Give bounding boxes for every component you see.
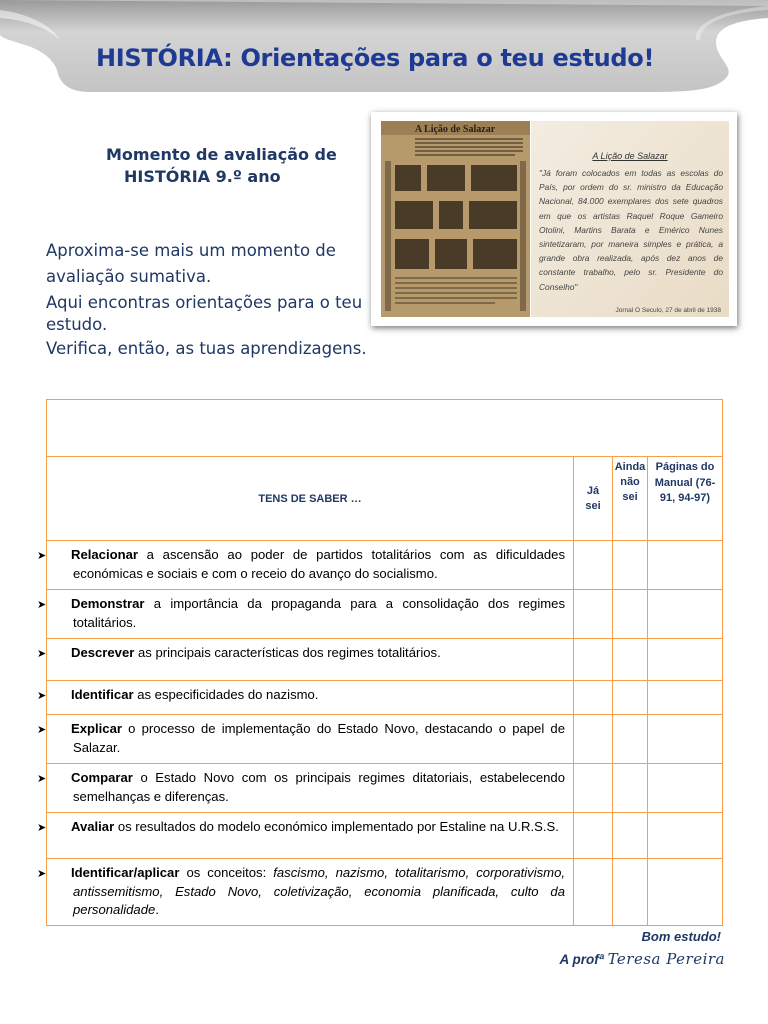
- ja-sei-checkbox-cell[interactable]: [574, 715, 613, 764]
- arrow-bullet-icon: ➤: [37, 868, 47, 880]
- learning-objective-cell: [37, 764, 574, 813]
- table-row: [47, 541, 723, 590]
- paginas-cell: [648, 813, 723, 859]
- header-tens-de-saber: TENS DE SABER …: [47, 457, 574, 541]
- paginas-cell: [648, 639, 723, 681]
- paginas-cell: [648, 590, 723, 639]
- paginas-cell: [648, 715, 723, 764]
- objective-text: as principais características dos regimes totalitários.: [134, 645, 441, 660]
- quote-text: "Já foram colocados em todas as escolas do País, por ordem do sr. ministro da Educação Nacional, 84.000 exemplares dos sete quadros em que os artistas Raquel Roque Gameiro Otolini, Martins Barata e Emérico Nunes sintetizaram, por maneira simples e prática, a grande obra realizada, após dez anos de constante trabalho, pelo sr. Presidente do Conselho": [539, 168, 723, 292]
- arrow-bullet-icon: ➤: [37, 690, 47, 702]
- subtitle-line-2: HISTÓRIA 9.º ano: [124, 167, 281, 186]
- concepts-end: .: [155, 902, 159, 917]
- objective-verb: Descrever: [71, 645, 135, 660]
- objective-text: as especificidades do nazismo.: [133, 687, 319, 702]
- ja-sei-checkbox-cell[interactable]: [574, 813, 613, 859]
- table-row: [47, 590, 723, 639]
- objective-verb: Avaliar: [71, 819, 115, 834]
- newspaper-clipping: [381, 121, 530, 317]
- ainda-nao-sei-checkbox-cell[interactable]: [613, 764, 648, 813]
- arrow-bullet-icon: ➤: [37, 724, 47, 736]
- objective-text: os conceitos:: [179, 865, 274, 880]
- intro-line-2: Aqui encontras orientações para o teu estudo.: [46, 293, 363, 334]
- objective-verb: Demonstrar: [71, 596, 145, 611]
- objective-text: o Estado Novo com os principais regimes ditatoriais, estabelecendo semelhanças e diferenças.: [73, 770, 565, 804]
- newspaper-image: [371, 112, 737, 326]
- learning-objective-cell: [37, 715, 574, 764]
- objective-verb: Relacionar: [71, 547, 138, 562]
- objective-text: a ascensão ao poder de partidos totalitários com as dificuldades económicas e sociais e com o receio do avanço do socialismo.: [73, 547, 565, 581]
- teacher-name: Teresa Pereira: [607, 950, 725, 968]
- objective-verb: Explicar: [71, 721, 122, 736]
- ja-sei-checkbox-cell[interactable]: [574, 639, 613, 681]
- ja-sei-checkbox-cell[interactable]: [574, 764, 613, 813]
- learning-objective-cell: [37, 859, 574, 926]
- ainda-nao-sei-checkbox-cell[interactable]: [613, 639, 648, 681]
- quote-card-title: A Lição de Salazar: [592, 151, 668, 161]
- paginas-cell: [648, 541, 723, 590]
- header-ainda-nao-sei: Ainda não sei: [613, 457, 648, 541]
- arrow-bullet-icon: ➤: [37, 773, 47, 785]
- assessment-subtitle: [106, 144, 337, 188]
- paginas-cell: [648, 859, 723, 926]
- paginas-cell: [648, 681, 723, 715]
- quote-source: Jornal O Seculo, 27 de abril de 1938: [615, 307, 721, 314]
- ainda-nao-sei-checkbox-cell[interactable]: [613, 859, 648, 926]
- objective-verb: Identificar/aplicar: [71, 865, 180, 880]
- table-header-row: [47, 457, 723, 541]
- objective-verb: Comparar: [71, 770, 133, 785]
- prof-prefix: A profª: [559, 952, 604, 967]
- intro-line-3: Verifica, então, as tuas aprendizagens.: [46, 339, 367, 358]
- ja-sei-checkbox-cell[interactable]: [574, 859, 613, 926]
- ainda-nao-sei-checkbox-cell[interactable]: [613, 715, 648, 764]
- subtitle-line-1: Momento de avaliação de: [106, 145, 337, 164]
- arrow-bullet-icon: ➤: [37, 822, 47, 834]
- learning-objective-cell: [37, 590, 574, 639]
- arrow-bullet-icon: ➤: [37, 648, 47, 660]
- bom-estudo-text: Bom estudo!: [641, 929, 721, 944]
- ja-sei-checkbox-cell[interactable]: [574, 681, 613, 715]
- arrow-bullet-icon: ➤: [37, 550, 47, 562]
- objective-verb: Identificar: [71, 687, 134, 702]
- quote-card: [531, 121, 729, 317]
- table-row: [47, 639, 723, 681]
- ja-sei-checkbox-cell[interactable]: [574, 590, 613, 639]
- concepts-list: fascismo, nazismo, totalitarismo, corporativismo, antissemitismo, Estado Novo, coletivização, economia planificada, culto da personalidade: [73, 865, 565, 917]
- paginas-cell: [648, 764, 723, 813]
- ja-sei-checkbox-cell[interactable]: [574, 541, 613, 590]
- learning-objective-cell: [37, 541, 574, 590]
- ainda-nao-sei-checkbox-cell[interactable]: [613, 590, 648, 639]
- intro-text: [46, 238, 376, 360]
- objective-text: o processo de implementação do Estado Novo, destacando o papel de Salazar.: [73, 721, 565, 755]
- objective-text: a importância da propaganda para a consolidação dos regimes totalitários.: [73, 596, 565, 630]
- learning-objective-cell: [37, 639, 574, 681]
- header-paginas-manual: Páginas do Manual (76-91, 94-97): [648, 457, 723, 541]
- ainda-nao-sei-checkbox-cell[interactable]: [613, 813, 648, 859]
- table-row: [47, 715, 723, 764]
- study-checklist-table: [37, 399, 723, 926]
- header-ja-sei: Já sei: [574, 457, 613, 541]
- table-empty-header-row: [47, 400, 723, 457]
- page-title: HISTÓRIA: Orientações para o teu estudo!: [96, 44, 655, 72]
- empty-cell: [47, 400, 723, 457]
- table-row: [47, 859, 723, 926]
- newspaper-headline: A Lição de Salazar: [414, 124, 496, 135]
- intro-line-1: Aproxima-se mais um momento de avaliação sumativa.: [46, 241, 336, 286]
- table-row: [47, 813, 723, 859]
- objective-text: os resultados do modelo económico implementado por Estaline na U.R.S.S.: [114, 819, 559, 834]
- ainda-nao-sei-checkbox-cell[interactable]: [613, 541, 648, 590]
- table-row: [47, 764, 723, 813]
- teacher-signature: [560, 950, 725, 968]
- arrow-bullet-icon: ➤: [37, 599, 47, 611]
- learning-objective-cell: [37, 813, 574, 859]
- ainda-nao-sei-checkbox-cell[interactable]: [613, 681, 648, 715]
- learning-objective-cell: [37, 681, 574, 715]
- table-row: [47, 681, 723, 715]
